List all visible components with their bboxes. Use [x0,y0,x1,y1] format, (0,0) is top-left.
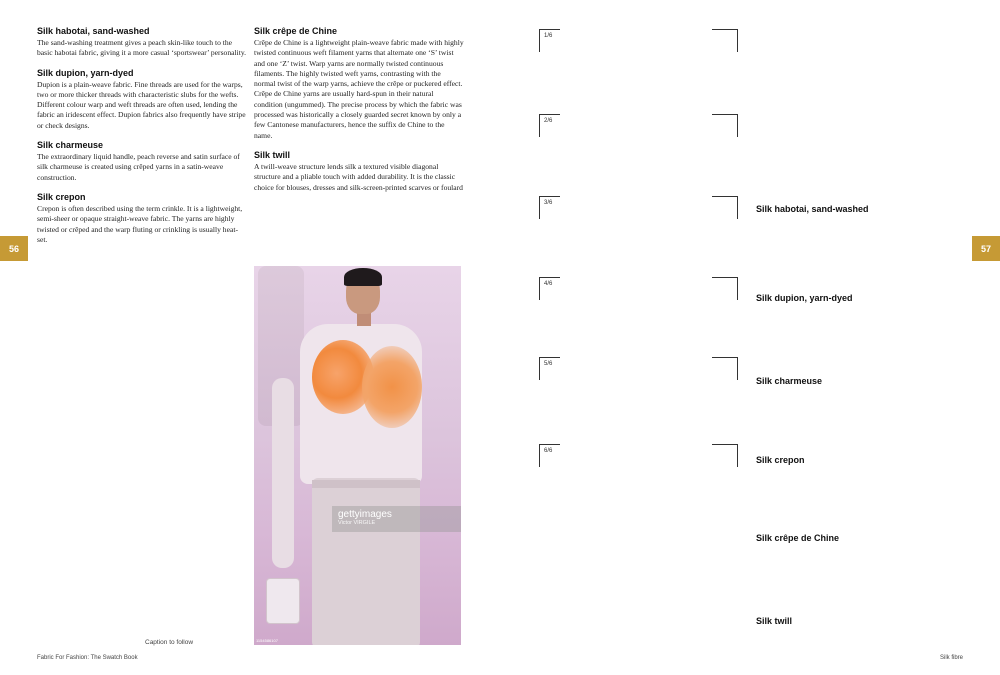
entry-silk-twill [254,150,464,193]
swatch-label: Silk charmeuse [756,376,823,386]
swatch-frame [539,277,737,300]
entry-title: Silk crepon [37,191,86,202]
swatch-label: Silk dupion, yarn-dyed [756,293,853,303]
photo-caption: Caption to follow [145,639,194,646]
text-column-left [37,26,247,254]
shirt-print [362,346,422,428]
swatch-number: 4/6 [544,281,553,287]
entry-body: Dupion is a plain-weave fabric. Fine threads are used for the warps, two or more thicker threads with characteristic slubs for the wefts. Different colour warp and weft threads are often used, lending the fabric an iridescent effect. Dupion fabrics also frequently have stripe or check designs. [37,79,246,130]
swatch-number: 6/6 [544,448,553,454]
swatch-label: Silk crepon [756,455,805,465]
entry-body: A twill-weave structure lends silk a textured visible diagonal structure and a pliable touch with added durability. It is the classic choice for blouses, dresses and silk-screen-printed scarves or foulard [254,161,463,192]
swatch-frame [539,29,737,52]
runway-photo [254,266,461,645]
entry-body: The sand-washing treatment gives a peach skin-like touch to the basic habotai fabric, giving it a more casual ‘sportswear’ personality. [37,38,247,58]
photo-watermark [332,506,461,532]
footer-book-title: Fabric For Fashion: The Swatch Book [37,655,138,661]
entry-silk-crepe-de-chine [254,26,464,141]
watermark-credit: Victor VIRGILE [338,520,376,526]
entry-silk-dupion [37,68,247,131]
page-number-right: 57 [972,236,1000,261]
model-trousers [312,478,420,645]
swatch-frame [539,444,737,467]
entry-silk-charmeuse [37,140,247,183]
text-column-middle [254,26,464,202]
entry-title: Silk habotai, sand-washed [37,26,150,36]
model-arm [272,378,294,568]
model-belt [312,480,420,488]
entry-silk-crepon [37,192,247,245]
entry-title: Silk dupion, yarn-dyed [37,67,134,78]
swatch-number: 2/6 [544,118,553,124]
swatch-frame [539,357,737,380]
swatch-label: Silk twill [756,616,793,626]
swatch-number: 3/6 [544,200,553,206]
watermark-brand: gettyimages [338,509,392,520]
photo-id: 1154586107 [256,638,278,643]
entry-title: Silk charmeuse [37,140,104,151]
swatch-number: 5/6 [544,361,553,367]
entry-title: Silk twill [254,149,291,160]
entry-body: Crêpe de Chine is a lightweight plain-weave fabric made with highly twisted continuous weft filament yarns that alternate one ‘S’ twist and one ‘Z’ twist. Warp yarns are normally twisted continuous filaments. The highly twisted weft yarns, contrasting with the normal twist of the warp yarns, achieve the crêpe or puckered effect. Crêpe de Chine yarns are usually hard-spun in their natural condition (ungummed). The precise process by which the fabric was processed was historically a closely guarded secret known by only a few Cantonese manufacturers, hence the suffix de Chine to the name. [254,38,464,140]
entry-title: Silk crêpe de Chine [254,26,338,36]
model-hair [344,268,382,286]
footer-section-title: Silk fibre [939,655,963,661]
swatch-label: Silk crêpe de Chine [756,533,840,543]
entry-body: The extraordinary liquid handle, peach reverse and satin surface of silk charmeuse is created using crêped yarns in a satin-weave construction. [37,152,240,182]
swatch-frame [539,114,737,137]
swatch-number: 1/6 [544,33,553,39]
swatch-frame [539,196,737,219]
entry-silk-habotai [37,26,247,59]
model-neck [357,312,371,326]
model-bag [266,578,300,624]
entry-body: Crepon is often described using the term crinkle. It is a lightweight, semi-sheer or opaque straight-weave fabric. The yarns are highly twisted or crêped and the warp fluting or crinkling is usually heat-set. [37,203,243,244]
page-number-left: 56 [0,236,28,261]
swatch-label: Silk habotai, sand-washed [756,204,869,214]
